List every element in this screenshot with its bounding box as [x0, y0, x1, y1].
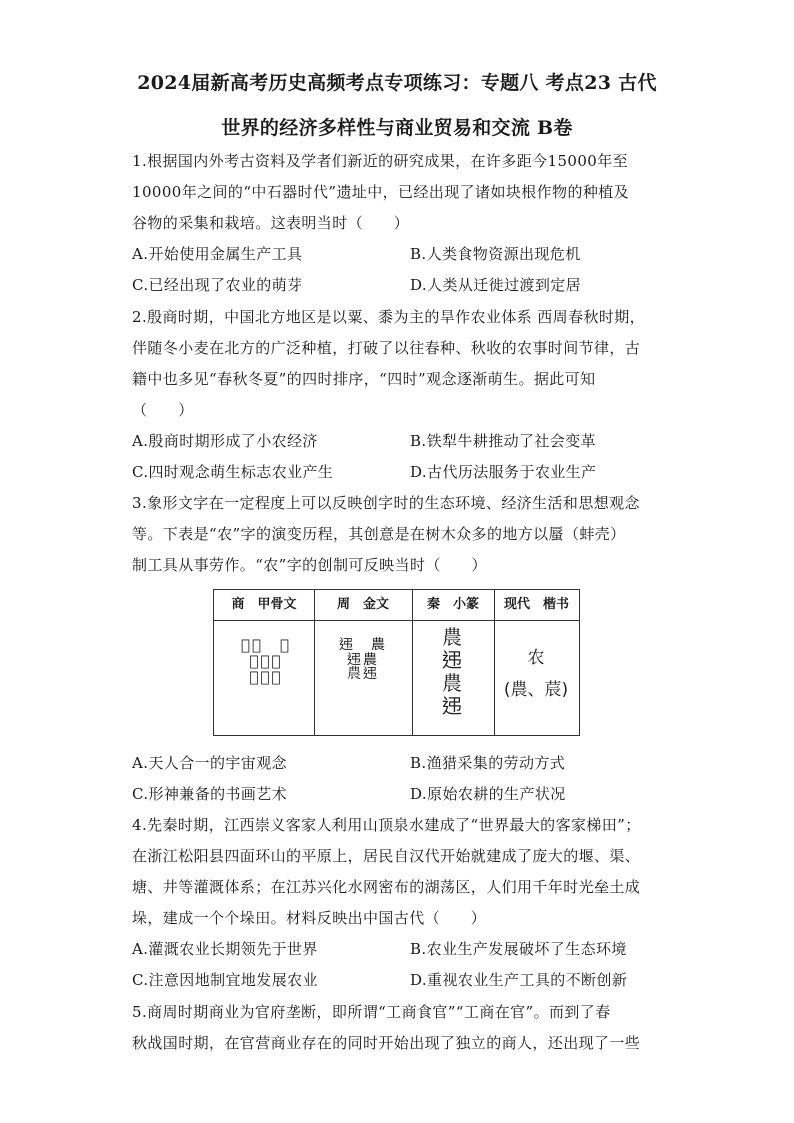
- q5-stem-line: 秋战国时期，在官营商业存在的同时开始出现了独立的商人，还出现了一些: [132, 1034, 641, 1052]
- glyph-row: 𦔑𦔑𦔑: [249, 651, 283, 670]
- q3-option-a: A.天人合一的宇宙观念: [132, 754, 288, 772]
- q4-stem-line: 垛，建成一个个垛田。材料反映出中国古代（ ）: [132, 909, 487, 927]
- doc-title-line-2: 世界的经济多样性与商业贸易和交流 B卷: [221, 117, 573, 139]
- glyph-row: 農: [442, 625, 462, 649]
- q5-stem-line: 5.商周时期商业为官府垄断，即所谓“工商食官”“工商在官”。而到了春: [132, 1003, 611, 1021]
- glyph-row: 𨑩: [442, 694, 462, 718]
- q3-stem-line: 等。下表是“农”字的演变历程，其创意是在树木众多的地方以蜃（蚌壳）: [132, 525, 626, 543]
- q1-option-d: D.人类从迁徙过渡到定居: [410, 276, 582, 294]
- q4-option-b: B.农业生产发展破坏了生态环境: [410, 940, 627, 958]
- q4-option-d: D.重视农业生产工具的不断创新: [410, 971, 628, 989]
- q4-stem-line: 塘、井等灌溉体系；在江苏兴化水网密布的湖荡区，人们用千年时光垒土成: [132, 878, 641, 896]
- modern-variants: (農、莀): [503, 680, 569, 701]
- glyph-row: 農𨑩: [347, 666, 379, 683]
- q3-option-d: D.原始农耕的生产状况: [410, 785, 566, 803]
- q1-stem-line: 10000年之间的“中石器时代”遗址中，已经出现了诸如块根作物的种植及: [132, 183, 630, 201]
- table-header-qin: 秦 小篆: [426, 597, 479, 612]
- oracle-bone-glyphs: [218, 638, 314, 685]
- q1-option-c: C.已经出现了农业的萌芽: [132, 276, 303, 294]
- table-divider: [314, 590, 315, 735]
- q2-stem-line: 2.殷商时期，中国北方地区是以粟、黍为主的旱作农业体系 西周春秋时期，: [132, 308, 646, 326]
- q1-option-a: A.开始使用金属生产工具: [132, 245, 303, 263]
- q1-stem-line: 1.根据国内外考古资料及学者们新近的研究成果，在许多距今15000年至: [132, 152, 629, 170]
- table-header-zhou: 周 金文: [336, 597, 389, 612]
- table-header-rule: [214, 620, 579, 621]
- q3-option-b: B.渔猎采集的劳动方式: [410, 754, 566, 772]
- modern-character: 农: [527, 648, 545, 668]
- q4-option-a: A.灌溉农业长期领先于世界: [132, 940, 318, 958]
- table-header-shang: 商 甲骨文: [231, 597, 297, 612]
- regular-script-glyphs: [494, 642, 578, 707]
- q1-stem-line: 谷物的采集和栽培。这表明当时（ ）: [132, 214, 410, 232]
- q3-stem-line: 3.象形文字在一定程度上可以反映创字时的生态环境、经济生活和思想观念: [132, 494, 640, 512]
- character-evolution-table: [213, 589, 580, 736]
- q2-stem-line: （ ）: [132, 401, 194, 419]
- glyph-row: 農: [442, 671, 462, 695]
- q2-stem-line: 籍中也多见“春秋冬夏”的四时排序，“四时”观念逐渐萌生。据此可知: [132, 370, 596, 388]
- q2-option-b: B.铁犁牛耕推动了社会变革: [410, 432, 596, 450]
- doc-title-line-1: 2024届新高考历史高频考点专项练习：专题八 考点23 古代: [137, 72, 657, 94]
- q2-option-a: A.殷商时期形成了小农经济: [132, 432, 318, 450]
- q2-option-d: D.古代历法服务于农业生产: [410, 463, 597, 481]
- q1-option-b: B.人类食物资源出现危机: [410, 245, 581, 263]
- table-header-modern: 现代 楷书: [503, 597, 569, 612]
- q3-stem-line: 制工具从事劳作。“农”字的创制可反映当时（ ）: [132, 556, 487, 574]
- q4-stem-line: 4.先秦时期，江西崇义客家人利用山顶泉水建成了“世界最大的客家梯田”；: [132, 816, 641, 834]
- q2-stem-line: 伴随冬小麦在北方的广泛种植，打破了以往春种、秋收的农事时间节律，古: [132, 339, 641, 357]
- q2-option-c: C.四时观念萌生标志农业产生: [132, 463, 334, 481]
- q4-option-c: C.注意因地制宜地发展农业: [132, 971, 318, 989]
- glyph-row: 𨑩 農: [339, 637, 387, 653]
- glyph-row: 𦔑𦔑𦔑: [249, 667, 283, 686]
- bronze-script-glyphs: [318, 638, 408, 682]
- q4-stem-line: 在浙江松阳县四面环山的平原上，居民自汉代开始就建成了庞大的堰、渠、: [132, 847, 641, 865]
- glyph-row: 𦔑𦔑 𦔑: [240, 636, 291, 654]
- q3-option-c: C.形神兼备的书画艺术: [132, 785, 288, 803]
- small-seal-glyphs: [412, 626, 492, 718]
- glyph-row: 𨑩農: [346, 651, 395, 668]
- glyph-row: 𨑩: [442, 648, 462, 672]
